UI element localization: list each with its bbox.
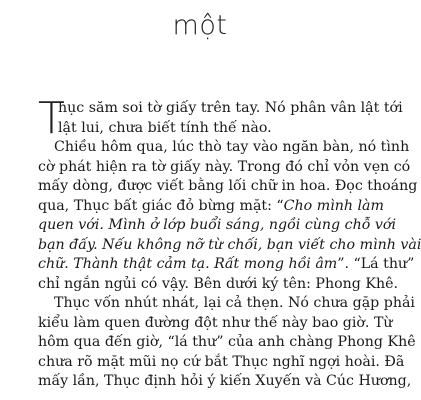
paragraph-2-line-4-plain: qua, Thục bất giác đỏ bừng mặt: “ — [38, 197, 284, 214]
paragraph-2-line-5-italic: quen với. Mình ở lớp buổi sáng, ngồi cùng chỗ với — [38, 217, 396, 233]
paragraph-3-line-5: mấy lần, Thục định hỏi ý kiến Xuyến và Cúc Hương, — [38, 373, 412, 389]
paragraph-3-line-2: kiểu làm quen đường đột như thế này bao giờ. Từ — [38, 314, 393, 331]
paragraph-2-line-3: mấy dòng, được viết bằng lối chữ in hoa. Đọc thoáng — [38, 178, 418, 194]
drop-cap: T — [38, 93, 65, 144]
paragraph-1-line-1-text: hục săm soi tờ giấy trên tay. Nó phân vân lật tới — [58, 100, 403, 116]
paragraph-2-line-4 — [38, 197, 384, 217]
paragraph-2-line-6 — [38, 236, 421, 256]
paragraph-1 — [38, 93, 403, 144]
paragraph-1-line-2: lật lui, chưa biết tính thế nào. — [58, 119, 272, 136]
paragraph-3 — [38, 294, 416, 392]
paragraph-2-line-7-plain: ”. “Lá thư” — [337, 256, 415, 272]
paragraph-2-line-1: Chiều hôm qua, lúc thò tay vào ngăn bàn, nó tình — [54, 139, 410, 155]
paragraph-2-line-4-italic: Cho mình làm — [283, 197, 384, 214]
paragraph-2-line-7 — [38, 255, 415, 275]
chapter-title: một — [172, 10, 228, 41]
paragraph-2 — [38, 138, 421, 294]
paragraph-3-line-1: Thục vốn nhút nhát, lại cả thẹn. Nó chưa gặp phải — [54, 295, 415, 311]
paragraph-3-line-4: chưa rõ mặt mũi nọ cứ bắt Thục nghĩ ngợi hoài. Đã — [38, 353, 405, 370]
paragraph-2-line-6-italic: bạn đấy. Nếu không nỡ từ chối, bạn viết cho mình vài — [38, 236, 421, 253]
paragraph-2-line-8: chỉ ngắn ngủi có vậy. Bên dưới ký tên: Phong Khê. — [38, 275, 398, 292]
paragraph-2-line-2: cờ phát hiện ra tờ giấy này. Trong đó chỉ vỏn vẹn có — [38, 158, 411, 175]
paragraph-2-line-7-italic: chữ. Thành thật cảm tạ. Rất mong hồi âm — [38, 256, 338, 272]
paragraph-2-line-5 — [38, 216, 396, 236]
paragraph-3-line-3: hôm qua đến giờ, “lá thư” của anh chàng Phong Khê — [38, 334, 416, 350]
body-text — [38, 93, 421, 392]
